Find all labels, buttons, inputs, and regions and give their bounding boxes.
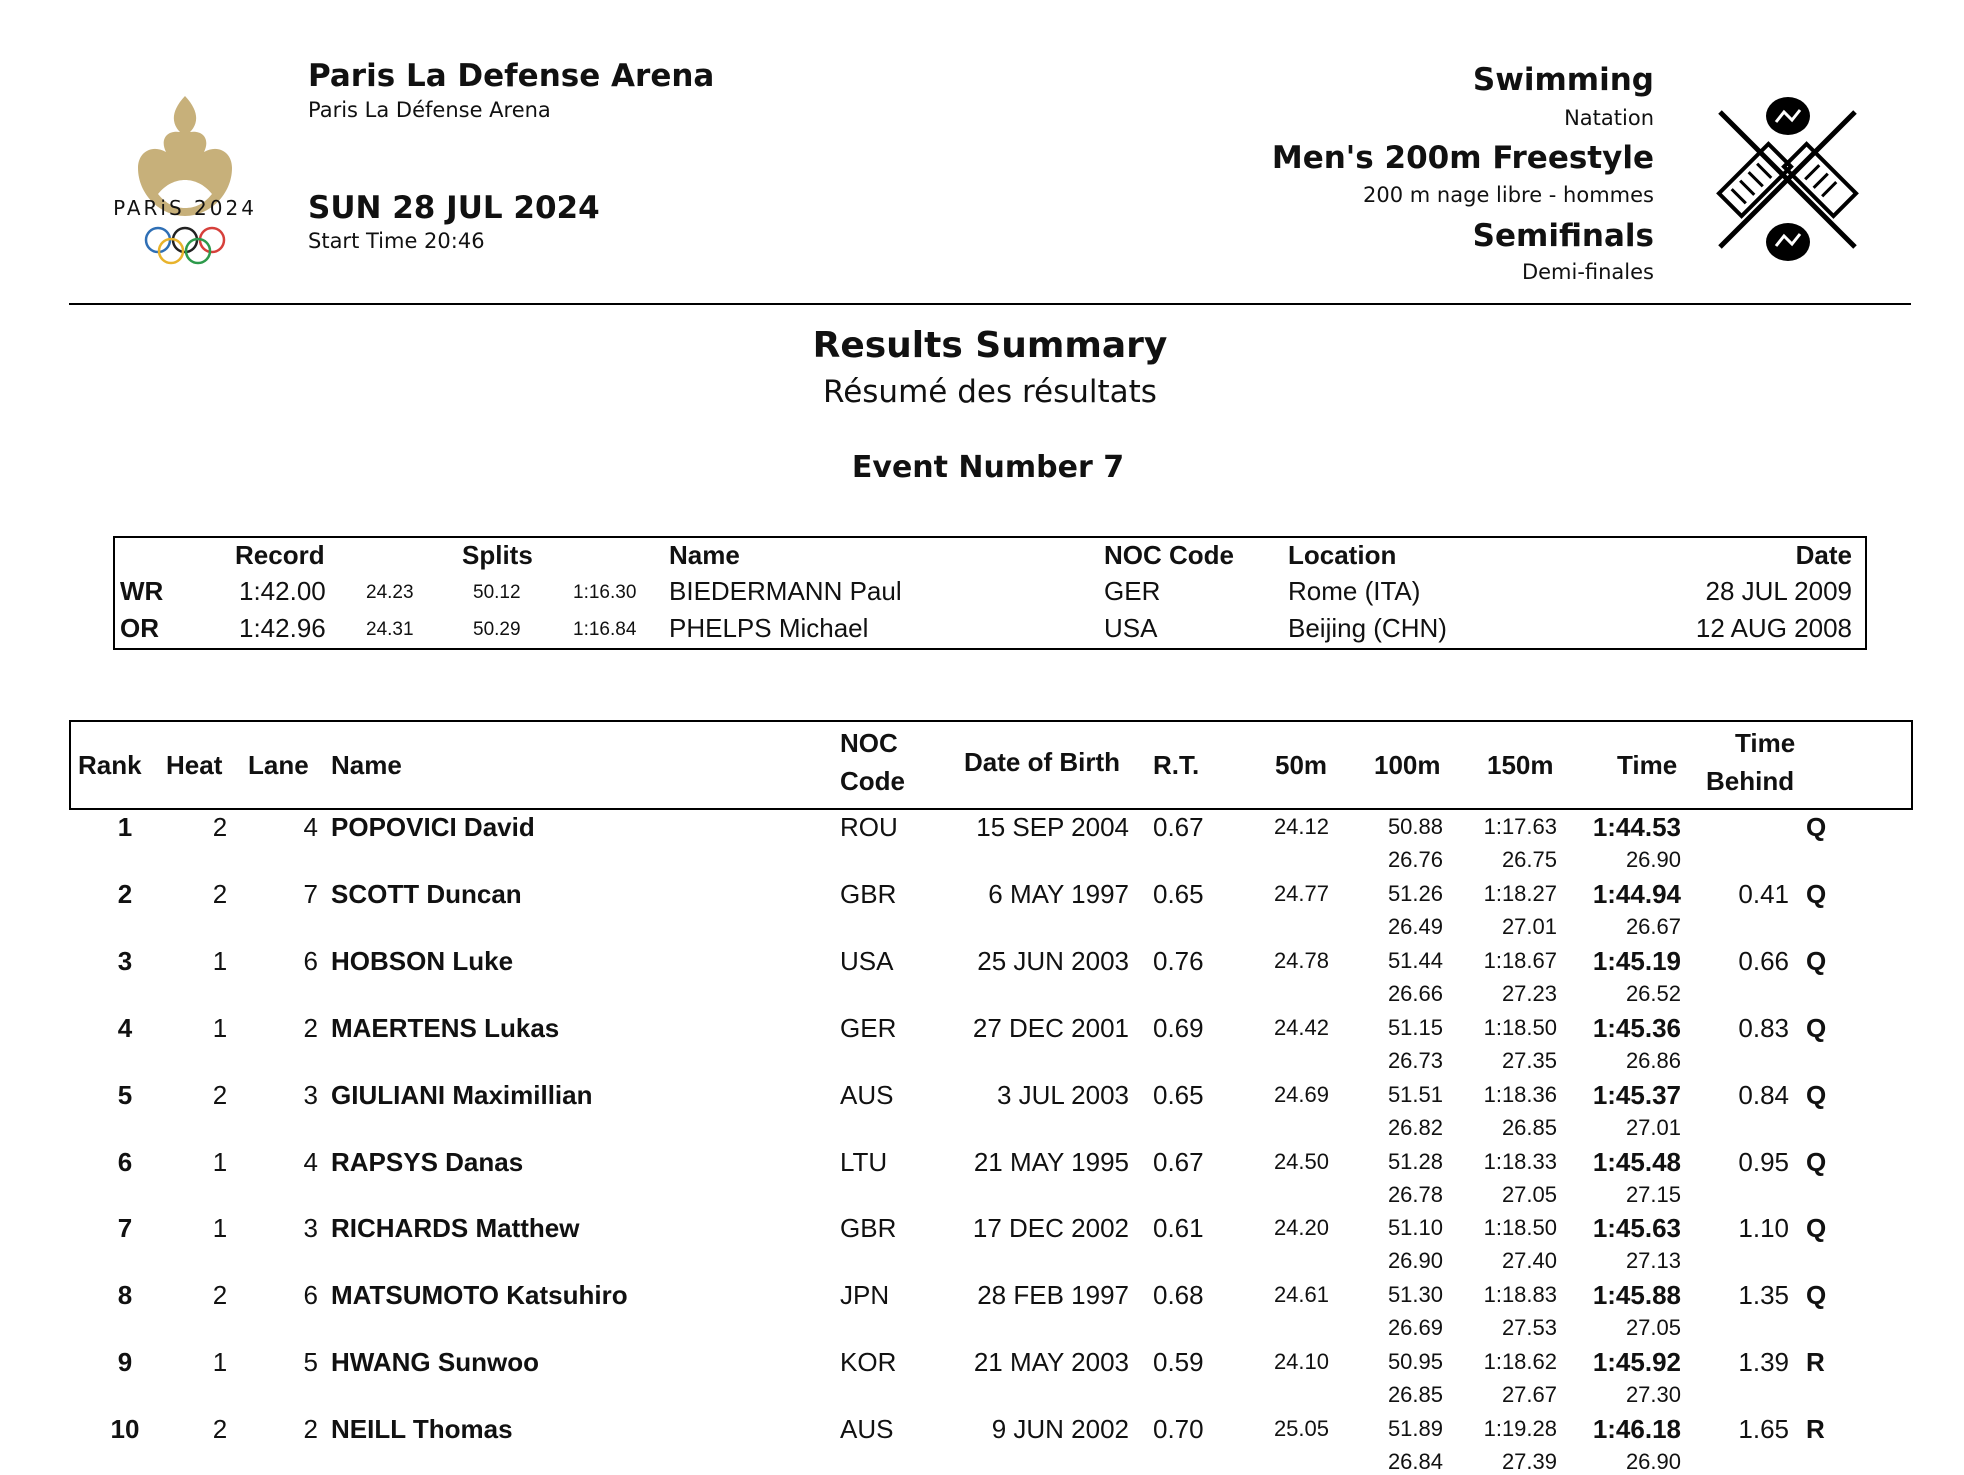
lap-time-100m: 26.69 — [1387, 1315, 1443, 1341]
record-date: 12 AUG 2008 — [1695, 613, 1852, 643]
lap-time-100m: 26.66 — [1387, 980, 1443, 1006]
col-header-rt: R.T. — [1153, 750, 1200, 780]
lap-time-200m: 27.30 — [1625, 1382, 1681, 1408]
athlete-name: MAERTENS Lukas — [331, 1012, 560, 1043]
result-rank: 1 — [117, 812, 133, 842]
final-time: 1:45.19 — [1592, 945, 1681, 976]
split-100m: 51.30 — [1387, 1282, 1443, 1308]
result-heat: 1 — [212, 1213, 228, 1244]
split-150m: 1:19.28 — [1483, 1416, 1557, 1442]
result-lane: 4 — [303, 812, 318, 842]
athlete-dob: 27 DEC 2001 — [972, 1012, 1129, 1043]
result-heat: 2 — [212, 878, 228, 909]
result-lane: 6 — [303, 1280, 318, 1311]
split-100m: 50.88 — [1387, 814, 1443, 839]
lap-time-150m: 27.35 — [1501, 1047, 1557, 1073]
col-header-noc: NOC — [840, 728, 898, 758]
reaction-time: 0.65 — [1153, 1079, 1204, 1110]
reaction-time: 0.59 — [1153, 1347, 1204, 1378]
lap-time-200m: 26.52 — [1625, 980, 1681, 1006]
col-header-150m: 150m — [1487, 750, 1554, 780]
lap-time-150m: 27.40 — [1501, 1248, 1557, 1274]
athlete-dob: 6 MAY 1997 — [988, 878, 1129, 909]
records-header-location: Location — [1288, 540, 1397, 570]
time-behind: 1.39 — [1738, 1347, 1789, 1378]
split-50m: 24.69 — [1273, 1081, 1329, 1107]
split-50m: 24.20 — [1273, 1215, 1329, 1241]
final-time: 1:44.94 — [1592, 878, 1681, 909]
athlete-name: SCOTT Duncan — [331, 878, 522, 909]
qualification-mark: Q — [1806, 1213, 1827, 1244]
document-title-fr: Résumé des résultats — [823, 374, 1157, 410]
col-header-code: Code — [840, 766, 905, 796]
reaction-time: 0.67 — [1153, 1146, 1204, 1177]
result-lane: 6 — [303, 945, 318, 976]
split-50m: 24.50 — [1273, 1148, 1329, 1174]
col-header-lane: Lane — [248, 750, 309, 780]
time-behind: 0.84 — [1738, 1079, 1789, 1110]
col-header-heat: Heat — [166, 750, 223, 780]
split-50m: 24.61 — [1273, 1282, 1329, 1308]
reaction-time: 0.76 — [1153, 945, 1204, 976]
split-100m: 51.28 — [1387, 1148, 1443, 1174]
col-header-time-behind-2: Behind — [1706, 766, 1795, 796]
split-50m: 24.12 — [1273, 814, 1329, 839]
athlete-noc: GER — [840, 1012, 897, 1043]
split-150m: 1:18.50 — [1483, 1014, 1557, 1040]
athlete-dob: 28 FEB 1997 — [977, 1280, 1129, 1311]
reaction-time: 0.70 — [1153, 1414, 1204, 1445]
athlete-noc: GBR — [840, 878, 897, 909]
col-header-rank: Rank — [78, 750, 142, 780]
lap-time-150m: 27.01 — [1501, 913, 1557, 939]
athlete-name: HWANG Sunwoo — [331, 1347, 539, 1378]
athlete-noc: USA — [840, 945, 894, 976]
lap-time-100m: 26.85 — [1387, 1382, 1443, 1408]
result-rank: 5 — [117, 1079, 133, 1110]
venue-name-fr: Paris La Défense Arena — [308, 98, 551, 122]
sport-title-fr: Natation — [1564, 106, 1654, 130]
athlete-dob: 17 DEC 2002 — [972, 1213, 1129, 1244]
event-title-fr: 200 m nage libre - hommes — [1363, 183, 1654, 207]
result-rank: 9 — [117, 1347, 133, 1378]
reaction-time: 0.67 — [1153, 812, 1204, 842]
split-150m: 1:18.62 — [1483, 1349, 1557, 1375]
result-heat: 2 — [212, 1079, 228, 1110]
lap-time-150m: 26.75 — [1501, 847, 1557, 872]
split-100m: 51.44 — [1387, 947, 1443, 973]
athlete-name: GIULIANI Maximillian — [331, 1079, 593, 1110]
result-rank: 10 — [110, 1414, 140, 1445]
lap-time-100m: 26.84 — [1387, 1449, 1443, 1475]
split-150m: 1:18.27 — [1483, 880, 1557, 906]
lap-time-100m: 26.78 — [1387, 1181, 1443, 1207]
record-split: 50.29 — [473, 619, 521, 640]
athlete-noc: AUS — [840, 1414, 894, 1445]
split-50m: 24.42 — [1273, 1014, 1329, 1040]
document-title: Results Summary — [812, 325, 1168, 366]
split-150m: 1:18.50 — [1483, 1215, 1557, 1241]
split-100m: 50.95 — [1387, 1349, 1443, 1375]
event-title: Men's 200m Freestyle — [1271, 140, 1654, 176]
records-header-splits: Splits — [462, 540, 533, 570]
final-time: 1:45.36 — [1592, 1012, 1681, 1043]
result-rank: 4 — [117, 1012, 133, 1043]
athlete-noc: JPN — [840, 1280, 890, 1311]
reaction-time: 0.65 — [1153, 878, 1204, 909]
split-50m: 24.77 — [1273, 880, 1329, 906]
record-type: WR — [120, 576, 164, 606]
col-header-time: Time — [1617, 750, 1678, 780]
athlete-name: NEILL Thomas — [331, 1414, 513, 1445]
records-header-name: Name — [669, 540, 740, 570]
result-lane: 5 — [303, 1347, 318, 1378]
time-behind: 0.83 — [1738, 1012, 1789, 1043]
result-lane: 7 — [303, 878, 318, 909]
reaction-time: 0.68 — [1153, 1280, 1204, 1311]
lap-time-200m: 27.13 — [1625, 1248, 1681, 1274]
swimming-pictogram-icon — [1700, 92, 1875, 267]
record-time: 1:42.96 — [239, 613, 326, 643]
athlete-dob: 15 SEP 2004 — [976, 812, 1129, 842]
final-time: 1:45.48 — [1592, 1146, 1681, 1177]
athlete-noc: AUS — [840, 1079, 894, 1110]
result-heat: 1 — [212, 1012, 228, 1043]
split-150m: 1:18.83 — [1483, 1282, 1557, 1308]
event-number: Event Number 7 — [851, 450, 1125, 485]
qualification-mark: Q — [1806, 1280, 1827, 1311]
result-heat: 1 — [212, 1347, 228, 1378]
lap-time-150m: 27.67 — [1501, 1382, 1557, 1408]
split-50m: 24.10 — [1273, 1349, 1329, 1375]
time-behind: 0.66 — [1738, 945, 1789, 976]
result-rank: 8 — [117, 1280, 133, 1311]
split-100m: 51.51 — [1387, 1081, 1443, 1107]
record-time: 1:42.00 — [239, 576, 326, 606]
final-time: 1:45.92 — [1592, 1347, 1681, 1378]
records-header-date: Date — [1795, 540, 1852, 570]
result-rank: 3 — [117, 945, 133, 976]
split-150m: 1:18.67 — [1483, 947, 1557, 973]
lap-time-200m: 26.90 — [1625, 847, 1681, 872]
split-50m: 24.78 — [1273, 947, 1329, 973]
split-100m: 51.26 — [1387, 880, 1443, 906]
reaction-time: 0.69 — [1153, 1012, 1204, 1043]
record-holder-name: PHELPS Michael — [669, 613, 869, 643]
records-header-record: Record — [235, 540, 325, 570]
lap-time-150m: 27.39 — [1501, 1449, 1557, 1475]
lap-time-200m: 27.15 — [1625, 1181, 1681, 1207]
athlete-dob: 9 JUN 2002 — [991, 1414, 1129, 1445]
result-lane: 3 — [303, 1079, 318, 1110]
record-split: 24.23 — [366, 582, 414, 603]
split-100m: 51.89 — [1387, 1416, 1443, 1442]
col-header-dob: Date of Birth — [964, 747, 1120, 777]
time-behind: 0.95 — [1738, 1146, 1789, 1177]
result-rank: 7 — [117, 1213, 133, 1244]
event-date: SUN 28 JUL 2024 — [308, 190, 600, 226]
reaction-time: 0.61 — [1153, 1213, 1204, 1244]
venue-name: Paris La Defense Arena — [308, 58, 715, 94]
olympic-rings-icon — [140, 224, 230, 266]
lap-time-100m: 26.76 — [1387, 847, 1443, 872]
athlete-name: POPOVICI David — [331, 812, 535, 842]
qualification-mark: Q — [1806, 1079, 1827, 1110]
athlete-noc: GBR — [840, 1213, 897, 1244]
split-150m: 1:18.33 — [1483, 1148, 1557, 1174]
split-50m: 25.05 — [1273, 1416, 1329, 1442]
time-behind: 1.10 — [1738, 1213, 1789, 1244]
lap-time-200m: 26.90 — [1625, 1449, 1681, 1475]
athlete-name: RICHARDS Matthew — [331, 1213, 580, 1244]
header-divider — [69, 303, 1911, 305]
final-time: 1:45.37 — [1592, 1079, 1681, 1110]
record-split: 1:16.84 — [573, 619, 637, 640]
record-noc: GER — [1104, 576, 1161, 606]
split-150m: 1:18.36 — [1483, 1081, 1557, 1107]
result-heat: 2 — [212, 1414, 228, 1445]
split-150m: 1:17.63 — [1483, 814, 1557, 839]
result-heat: 2 — [212, 812, 228, 842]
athlete-noc: ROU — [840, 812, 898, 842]
qualification-mark: R — [1806, 1347, 1825, 1378]
qualification-mark: Q — [1806, 878, 1827, 909]
result-heat: 1 — [212, 945, 228, 976]
result-lane: 4 — [303, 1146, 318, 1177]
time-behind: 1.35 — [1738, 1280, 1789, 1311]
athlete-name: RAPSYS Danas — [331, 1146, 524, 1177]
final-time: 1:46.18 — [1592, 1414, 1681, 1445]
qualification-mark: Q — [1806, 812, 1827, 842]
phase-title: Semifinals — [1472, 218, 1654, 254]
qualification-mark: Q — [1806, 1146, 1827, 1177]
final-time: 1:44.53 — [1592, 812, 1681, 842]
result-lane: 3 — [303, 1213, 318, 1244]
lap-time-200m: 26.86 — [1625, 1047, 1681, 1073]
athlete-noc: KOR — [840, 1347, 897, 1378]
result-rank: 6 — [117, 1146, 133, 1177]
lap-time-100m: 26.73 — [1387, 1047, 1443, 1073]
result-lane: 2 — [303, 1414, 318, 1445]
lap-time-200m: 26.67 — [1625, 913, 1681, 939]
lap-time-150m: 27.05 — [1501, 1181, 1557, 1207]
athlete-name: HOBSON Luke — [331, 945, 514, 976]
col-header-100m: 100m — [1374, 750, 1441, 780]
athlete-dob: 21 MAY 2003 — [973, 1347, 1129, 1378]
lap-time-100m: 26.90 — [1387, 1248, 1443, 1274]
lap-time-200m: 27.01 — [1625, 1114, 1681, 1140]
final-time: 1:45.88 — [1592, 1280, 1681, 1311]
sport-title: Swimming — [1472, 62, 1654, 98]
split-100m: 51.10 — [1387, 1215, 1443, 1241]
start-time: Start Time 20:46 — [308, 229, 485, 253]
result-lane: 2 — [303, 1012, 318, 1043]
record-split: 50.12 — [473, 582, 521, 603]
phase-title-fr: Demi-finales — [1521, 260, 1654, 284]
final-time: 1:45.63 — [1592, 1213, 1681, 1244]
logo-wordmark: PARiS 2024 — [113, 196, 257, 220]
record-holder-name: BIEDERMANN Paul — [669, 576, 902, 606]
lap-time-200m: 27.05 — [1625, 1315, 1681, 1341]
col-header-name: Name — [331, 750, 402, 780]
athlete-dob: 3 JUL 2003 — [996, 1079, 1129, 1110]
col-header-time-behind-1: Time — [1735, 728, 1796, 758]
qualification-mark: R — [1806, 1414, 1825, 1445]
athlete-noc: LTU — [840, 1146, 888, 1177]
result-heat: 1 — [212, 1146, 228, 1177]
record-noc: USA — [1104, 613, 1158, 643]
lap-time-150m: 26.85 — [1501, 1114, 1557, 1140]
record-split: 1:16.30 — [573, 582, 637, 603]
col-header-50m: 50m — [1275, 750, 1328, 780]
result-rank: 2 — [117, 878, 133, 909]
result-heat: 2 — [212, 1280, 228, 1311]
athlete-dob: 25 JUN 2003 — [977, 945, 1129, 976]
athlete-name: MATSUMOTO Katsuhiro — [331, 1280, 628, 1311]
records-header-noc: NOC Code — [1104, 540, 1234, 570]
time-behind: 0.41 — [1738, 878, 1789, 909]
record-type: OR — [120, 613, 159, 643]
split-100m: 51.15 — [1387, 1014, 1443, 1040]
lap-time-100m: 26.49 — [1387, 913, 1443, 939]
time-behind: 1.65 — [1738, 1414, 1789, 1445]
qualification-mark: Q — [1806, 1012, 1827, 1043]
record-split: 24.31 — [366, 619, 414, 640]
lap-time-150m: 27.53 — [1501, 1315, 1557, 1341]
athlete-dob: 21 MAY 1995 — [973, 1146, 1129, 1177]
lap-time-100m: 26.82 — [1387, 1114, 1443, 1140]
record-location: Rome (ITA) — [1288, 576, 1421, 606]
lap-time-150m: 27.23 — [1501, 980, 1557, 1006]
record-date: 28 JUL 2009 — [1705, 576, 1852, 606]
qualification-mark: Q — [1806, 945, 1827, 976]
record-location: Beijing (CHN) — [1288, 613, 1447, 643]
